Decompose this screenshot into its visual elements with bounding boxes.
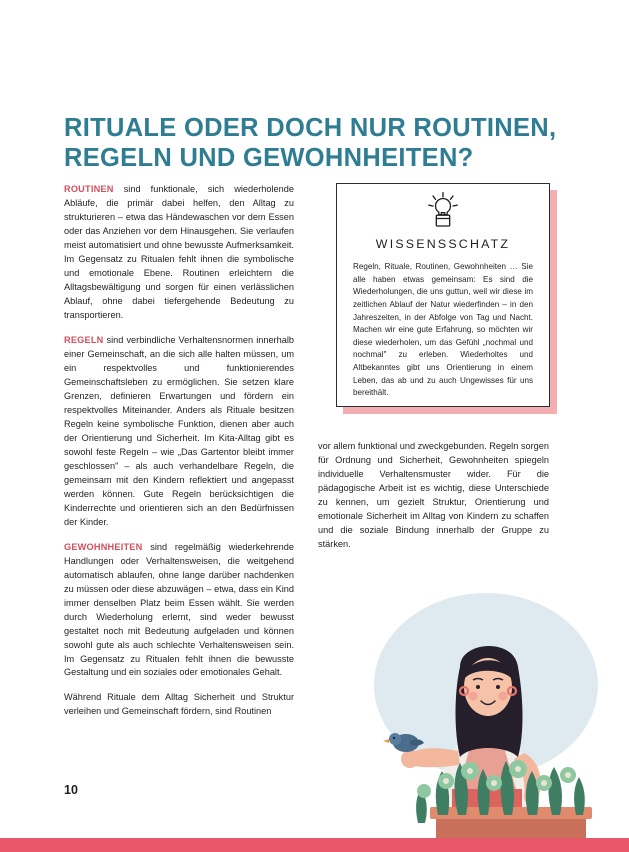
- wissensschatz-body: Regeln, Rituale, Routinen, Gewohnheiten … Sie alle haben etwas gemeinsam: Es sind die Wiederholungen, die uns guttun, weil wir diese im zeitlichen Ablauf der Natur wiederfinden – in den Jahreszeiten, in der Abfolge von Tag und Nacht. Machen wir eine gute Erfahrung, so möchten wir diese wiederholen, um das Gefühl „nochmal und nochmal" zu erleben. Wiederholtes und Altbekanntes gibt uns Orientierung in einem Leben, das ab und zu auch Ungewisses für uns bereithält.: [353, 262, 533, 398]
- page-title: [64, 113, 557, 173]
- wissensschatz-heading: WISSENSSCHATZ: [375, 237, 511, 251]
- paragraph-lead-regeln: REGELN: [64, 334, 104, 345]
- paragraph-regeln: [64, 334, 294, 530]
- wissensschatz-box: [336, 183, 550, 407]
- paragraph-gewohnheiten: [64, 541, 294, 681]
- bottom-accent-bar: [0, 838, 629, 852]
- paragraph-body-regeln: sind verbindliche Verhaltensnormen innerhalb einer Gemeinschaft, an die sich alle halten müssen, um ein respektvolles und funktionierendes Gemeinschaftsleben zu ermöglichen. Sie setzen klare Grenzen, definieren Erwartungen und fördern ein respektvolles Miteinander. Anders als Rituale besitzen Regeln keine symbolische Funktion, dienen aber auch der Orientierung und Sicherheit. Im Kita-Alltag gibt es sowohl feste Regeln – wie „Das Gartentor bleibt immer geschlossen" – als auch verhandelbare Regeln, die gemeinsam mit den Kindern reflektiert und angepasst werden können. Gute Regeln berücksichtigen die Kinderrechte und orientieren sich an den Bedürfnissen der Kinder.: [64, 334, 294, 527]
- paragraph-summary-end: vor allem funktional und zweckgebunden. Regeln sorgen für Ordnung und Sicherheit, Gewohnheiten spiegeln individuelle Verhaltensmuster wider. Für die pädagogische Arbeit ist es wichtig, diese Unterschiede zu kennen, um gezielt Struktur, Orientierung und emotionale Sicherheit im Alltag von Kindern zu schaffen und die soziale Bindung innerhalb der Gruppe zu stärken.: [318, 441, 549, 549]
- paragraph-body-gewohnheiten: sind regelmäßig wiederkehrende Handlungen oder Verhaltensweisen, die weitgehend automatisch ablaufen, ohne lange darüber nachdenken zu müssen oder diese abzuwägen – etwa, dass ein Kind immer denselben Platz beim Essen wählt. Sie werden durch Wiederholung erlernt, sind weder bewusst gestaltet noch mit Bedeutung aufgeladen und können sowohl gute als auch schlechte Verhaltensweisen sein. Im Gegensatz zu Ritualen fehlt ihnen die bewusste Gestaltung und ein soziales oder emotionales Gehalt.: [64, 541, 294, 678]
- right-text-column: [318, 440, 549, 552]
- woman-with-bird-in-garden-illustration: [318, 575, 629, 852]
- paragraph-summary-start: Während Rituale dem Alltag Sicherheit und Struktur verleihen und Gemeinschaft fördern, sind Routinen: [64, 692, 294, 717]
- left-text-column: [64, 183, 294, 719]
- page-number: 10: [64, 783, 78, 797]
- paragraph-lead-routinen: ROUTINEN: [64, 184, 114, 194]
- paragraph-lead-gewohnheiten: GEWOHNHEITEN: [64, 541, 143, 552]
- page-title-line-1: RITUALE ODER DOCH NUR ROUTINEN,: [64, 114, 557, 143]
- lightbulb-treasure-icon: [423, 191, 463, 231]
- paragraph-routinen: [64, 183, 294, 323]
- page-title-line-2: REGELN UND GEWOHNHEITEN?: [64, 144, 474, 173]
- paragraph-body-routinen: sind funktionale, sich wiederholende Abläufe, die primär dabei helfen, den Alltag zu strukturieren – etwa das Händewaschen vor dem Essen oder das Anziehen vor dem Hinausgehen. Sie verlaufen meist automatisiert und ohne bewusste Aufmerksamkeit. Im Gegensatz zu Ritualen fehlt ihnen die symbolische und emotionale Ebene. Routinen erleichtern die Alltagsbewältigung und sorgen für einen verlässlichen Ablauf, ohne dabei tiefergehende Bedeutung zu transportieren.: [64, 184, 294, 320]
